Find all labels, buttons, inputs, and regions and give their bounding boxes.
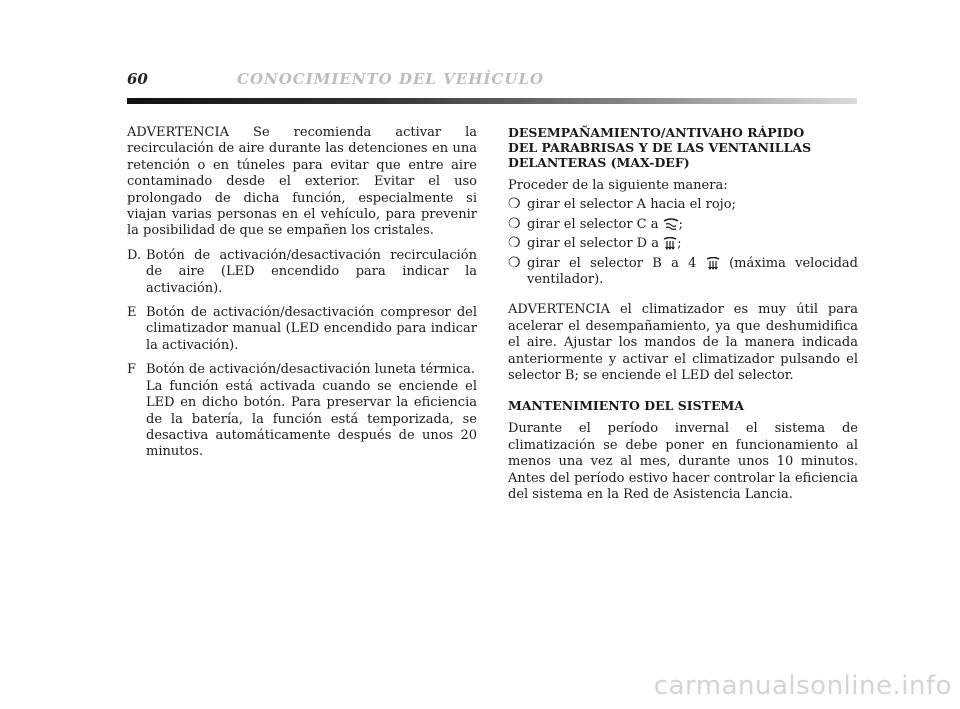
item-text: Botón de activación/desactivación compresor del climatizador manual (LED encendido para indicar la activación). xyxy=(146,305,477,353)
list-item xyxy=(508,256,858,289)
section-title-line: DEL PARABRISAS Y DE LAS VENTANILLAS xyxy=(508,140,812,155)
climate-warning: ADVERTENCIA el climatizador es muy útil para acelerar el desempañamiento, ya que deshumidifica el aire. Ajustar los mandos de la manera indicada anteriormente y activar el climatizador pulsando el selector B; se enciende el LED del selector. xyxy=(508,302,858,384)
page-title: CONOCIMIENTO DEL VEHÍCULO xyxy=(237,70,545,88)
bullet-text-end: ; xyxy=(677,236,682,252)
bullet-text: girar el selector A hacia el rojo; xyxy=(527,197,736,213)
defrost-icon xyxy=(663,237,677,250)
page-header xyxy=(127,70,857,104)
item-label: D. xyxy=(127,247,142,263)
section-title-maintenance: MANTENIMIENTO DEL SISTEMA xyxy=(508,398,745,414)
item-text-detail: La función está activada cuando se enciende el LED en dicho botón. Para preservar la eficiencia de la batería, la función está temporizada, se desactiva automáticamente después de unos 20 minutos. xyxy=(146,378,477,460)
recirculation-warning: ADVERTENCIA Se recomienda activar la recirculación de aire durante las detenciones en una retención o en túneles para evitar que entre aire contaminado desde el exterior. Evitar el uso prolongado de dicha función, especialmente si viajan varias personas en el vehículo, para prevenir la posibilidad de que se empañen los cristales. xyxy=(127,125,477,239)
item-label: E xyxy=(127,305,137,321)
list-item xyxy=(127,362,477,460)
circle-bullet-icon: ❍ xyxy=(508,254,521,271)
defrost-icon xyxy=(706,257,720,270)
section-title-line: DELANTERAS (MAX-DEF) xyxy=(508,155,690,170)
maintenance-text: Durante el período invernal el sistema de climatización se debe poner en funcionamiento al menos una vez al mes, durante unos 10 minutos. Antes del período estivo hacer controlar la eficiencia del sistema en la Red de Asistencia Lancia. xyxy=(508,421,858,503)
item-label: F xyxy=(127,362,137,378)
windshield-airflow-icon xyxy=(663,218,679,230)
right-column xyxy=(508,125,858,504)
list-item xyxy=(508,197,858,213)
bullet-text: girar el selector D a xyxy=(527,236,659,252)
page-number: 60 xyxy=(127,70,148,88)
bullet-text: girar el selector C a xyxy=(527,216,659,232)
circle-bullet-icon: ❍ xyxy=(508,196,521,213)
header-rule xyxy=(127,98,857,104)
circle-bullet-icon: ❍ xyxy=(508,215,521,232)
bullet-text-end: (máxima velocidad ventilador). xyxy=(527,255,858,288)
bullet-text: girar el selector B a 4 xyxy=(527,255,697,271)
procedure-intro: Proceder de la siguiente manera: xyxy=(508,178,728,193)
list-item xyxy=(508,217,858,233)
watermark: carmanualsonline.info xyxy=(653,671,952,701)
left-column xyxy=(127,125,477,461)
section-title-line: DESEMPAÑAMIENTO/ANTIVAHO RÁPIDO xyxy=(508,125,805,140)
list-item xyxy=(127,305,477,354)
list-item xyxy=(127,248,477,297)
button-list xyxy=(127,248,477,461)
bullet-text-end: ; xyxy=(678,216,684,232)
item-text: Botón de activación/desactivación luneta térmica. xyxy=(146,362,476,378)
item-text: Botón de activación/desactivación recirculación de aire (LED encendido para indicar la activación). xyxy=(146,247,477,296)
section-title-max-def xyxy=(508,125,858,170)
list-item xyxy=(508,236,858,252)
circle-bullet-icon: ❍ xyxy=(508,235,521,252)
